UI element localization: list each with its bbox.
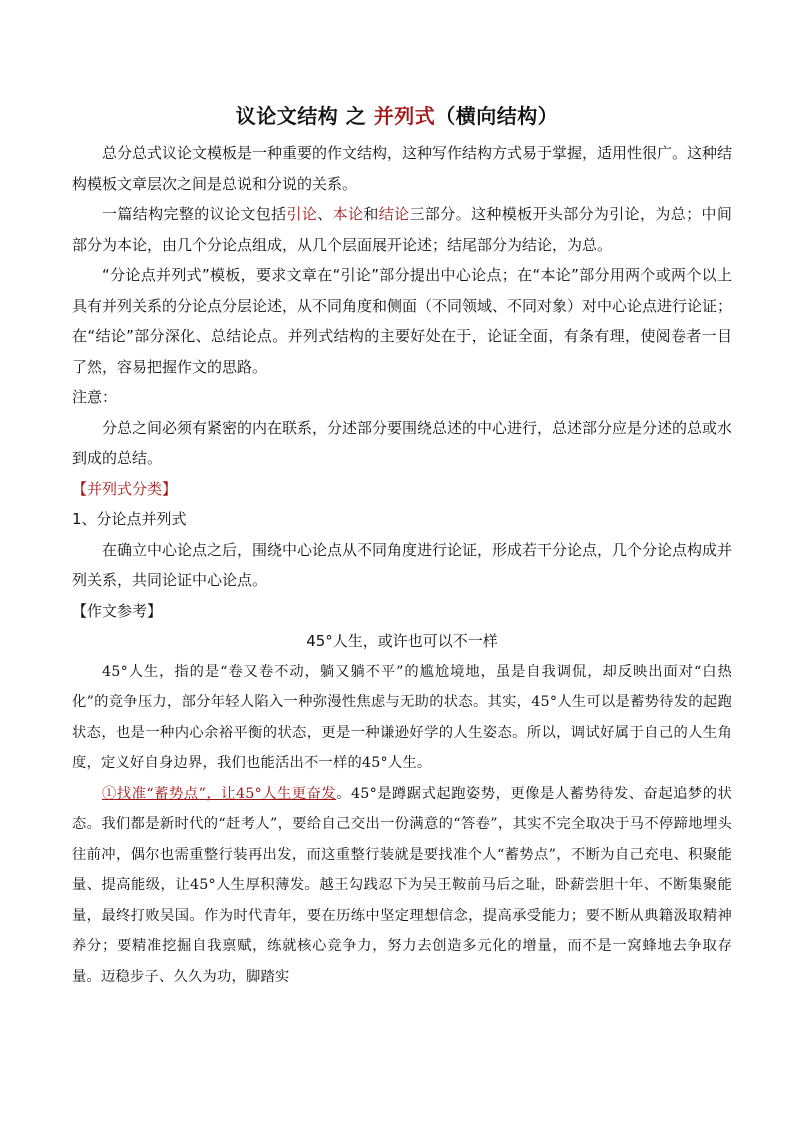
note-paragraph: 分总之间必须有紧密的内在联系，分述部分要围绕总述的中心进行，总述部分应是分述的总或水到成的总结。 [72, 418, 733, 467]
note-label: 注意： [72, 388, 118, 406]
essay-title: 45°人生，或许也可以不一样 [306, 632, 498, 650]
title-highlight: 并列式 [373, 104, 436, 128]
title-part-3: （横向结构） [435, 104, 559, 128]
essay-subpoint-1: ①找准“蓄势点”，让45°人生更奋发 [102, 785, 337, 802]
intro-paragraph-3: “分论点并列式”模板，要求文章在“引论”部分提出中心论点；在“本论”部分用两个或两个以上具有并列关系的分论点分层论述，从不同角度和侧面（不同领域、不同对象）对中心论点进行论证；在“结论”部分深化、总结论点。并列式结构的主要好处在于，论证全面，有条有理，使阅卷者一目了然，容易把握作文的思路。 [72, 266, 733, 376]
essay-paragraph-1: 45°人生，指的是“卷又卷不动，躺又躺不平”的尴尬境地，虽是自我调侃，却反映出面对“白热化”的竞争压力，部分年轻人陷入一种弥漫性焦虑与无助的状态。其实，45°人生可以是蓄势待发的起跑状态，也是一种内心余裕平衡的状态，更是一种谦逊好学的人生姿态。所以，调试好属于自己的人生角度，定义好自身边界，我们也能活出不一样的45°人生。 [72, 663, 732, 771]
page-title [0, 102, 794, 130]
intro-p2-text-a: 一篇结构完整的议论文包括 [102, 205, 287, 223]
document-body [72, 138, 732, 992]
term-benlun: 本论 [332, 205, 364, 223]
term-jielun: 结论 [378, 205, 410, 223]
essay-paragraph-2 [72, 779, 732, 993]
essay-paragraph-2-text: 。45°是蹲踞式起跑姿势，更像是人蓄势待发、奋起追梦的状态。我们都是新时代的“赶考人”，要给自己交出一份满意的“答卷”，其实不完全取决于马不停蹄地埋头往前冲，偶尔也需重整行装再出发，而这重整行装就是要找准个人“蓄势点”，不断为自己充电、积聚能量、提高能级，让45°人生厚积薄发。越王勾践忍下为吴王鞍前马后之耻，卧薪尝胆十年、不断集聚能量，最终打败吴国。作为时代青年，要在历练中坚定理想信念，提高承受能力；要不断从典籍汲取精神养分；要精准挖掘自我禀赋，练就核心竞争力，努力去创造多元化的增量，而不是一窝蜂地去争取存量。迈稳步子、久久为功，脚踏实 [72, 785, 732, 985]
intro-p2-text-c: 、 [317, 205, 333, 223]
essay-body [72, 657, 732, 993]
intro-p2-text-e: 和 [363, 205, 379, 223]
title-part-1: 议论文结构 之 [235, 104, 374, 128]
classification-heading: 【并列式分类】 [72, 479, 178, 498]
item-1-text: 在确立中心论点之后，围绕中心论点从不同角度进行论证，形成若干分论点，几个分论点构成并列关系，共同论证中心论点。 [72, 540, 733, 589]
intro-paragraph-2 [72, 199, 732, 260]
reference-heading: 【作文参考】 [72, 601, 163, 620]
term-yinlun: 引论 [286, 205, 318, 223]
intro-p2-text-g: 三部分。这种模板开头部分为引论，为总；中间部分为本论，由几个分论点组成，从几个层面展开论述；结尾部分为结论，为总。 [72, 205, 732, 254]
item-1-title: 1、分论点并列式 [72, 510, 187, 528]
intro-paragraph-1: 总分总式议论文模板是一种重要的作文结构，这种写作结构方式易于掌握，适用性很广。这种结构模板文章层次之间是总说和分说的关系。 [72, 144, 733, 193]
